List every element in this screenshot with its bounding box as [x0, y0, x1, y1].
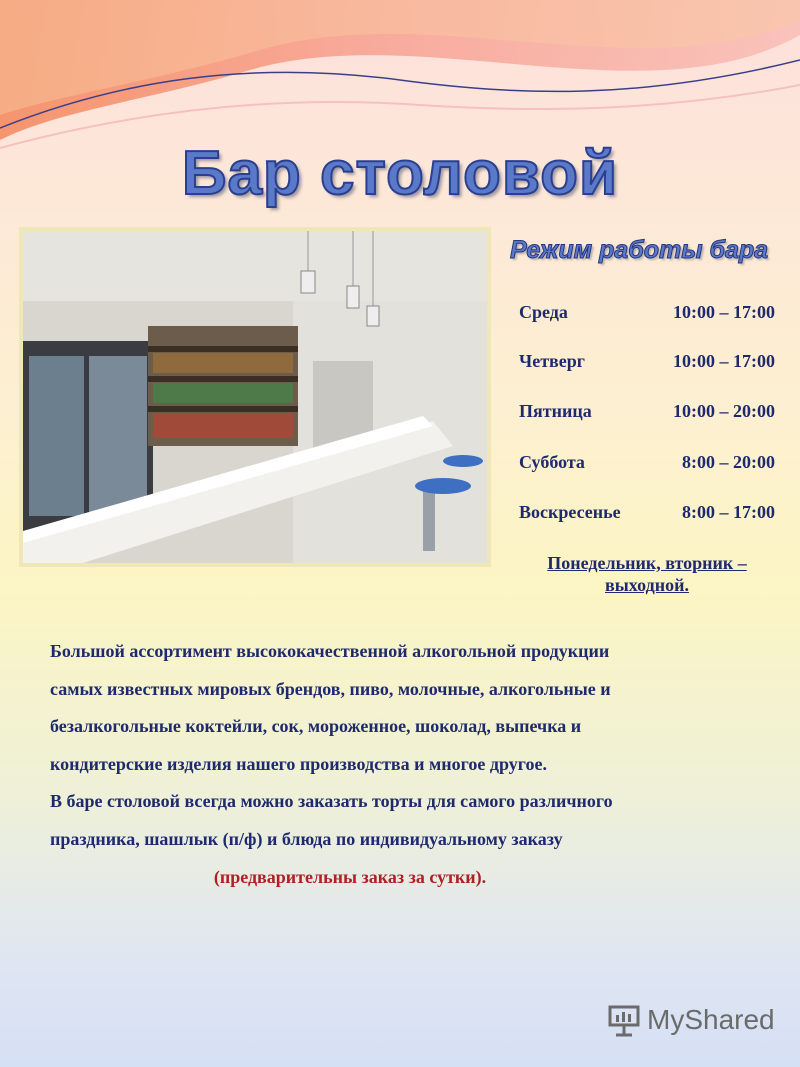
- bar-interior-image: [23, 231, 487, 563]
- hours-time: 8:00 – 17:00: [682, 502, 775, 522]
- description: [50, 633, 770, 896]
- bar-photo: [19, 227, 491, 567]
- closed-days-line: Понедельник, вторник –: [547, 553, 747, 573]
- hours-day: Среда: [519, 302, 568, 322]
- hours-row: [519, 452, 775, 473]
- presentation-board-icon: [607, 1003, 641, 1037]
- hours-time: 8:00 – 20:00: [682, 452, 775, 472]
- description-line: самых известных мировых брендов, пиво, молочные, алкогольные и: [50, 678, 611, 699]
- hours-row: [519, 351, 775, 372]
- description-line: праздника, шашлык (п/ф) и блюда по индивидуальному заказу: [50, 828, 563, 849]
- hours-time: 10:00 – 17:00: [673, 302, 775, 322]
- myshared-logo[interactable]: [607, 1002, 775, 1038]
- hours-time: 10:00 – 20:00: [673, 401, 775, 421]
- description-line: безалкогольные коктейли, сок, мороженное, шоколад, выпечка и: [50, 716, 582, 737]
- hours-row: [519, 401, 775, 422]
- hours-day: Пятница: [519, 401, 592, 421]
- logo-text-my: My: [647, 1004, 685, 1035]
- logo-text-shared: Shared: [684, 1004, 775, 1035]
- hours-day: Четверг: [519, 351, 585, 371]
- description-line: Большой ассортимент высококачественной алкогольной продукции: [50, 641, 610, 661]
- hours-day: Воскресенье: [519, 502, 621, 522]
- closed-days-note: [520, 552, 774, 596]
- hours-day: Суббота: [519, 452, 585, 472]
- page-title: Бар столовой: [181, 139, 619, 208]
- hours-heading: Режим работы бара: [510, 236, 769, 264]
- hours-row: [519, 502, 775, 523]
- preorder-note: (предварительны заказ за сутки).: [213, 866, 487, 887]
- closed-days-line: выходной.: [605, 575, 689, 595]
- description-line: В баре столовой всегда можно заказать торты для самого различного: [50, 791, 613, 812]
- description-line: кондитерские изделия нашего производства и многое другое.: [50, 753, 547, 774]
- hours-row: [519, 302, 775, 323]
- hours-time: 10:00 – 17:00: [673, 351, 775, 371]
